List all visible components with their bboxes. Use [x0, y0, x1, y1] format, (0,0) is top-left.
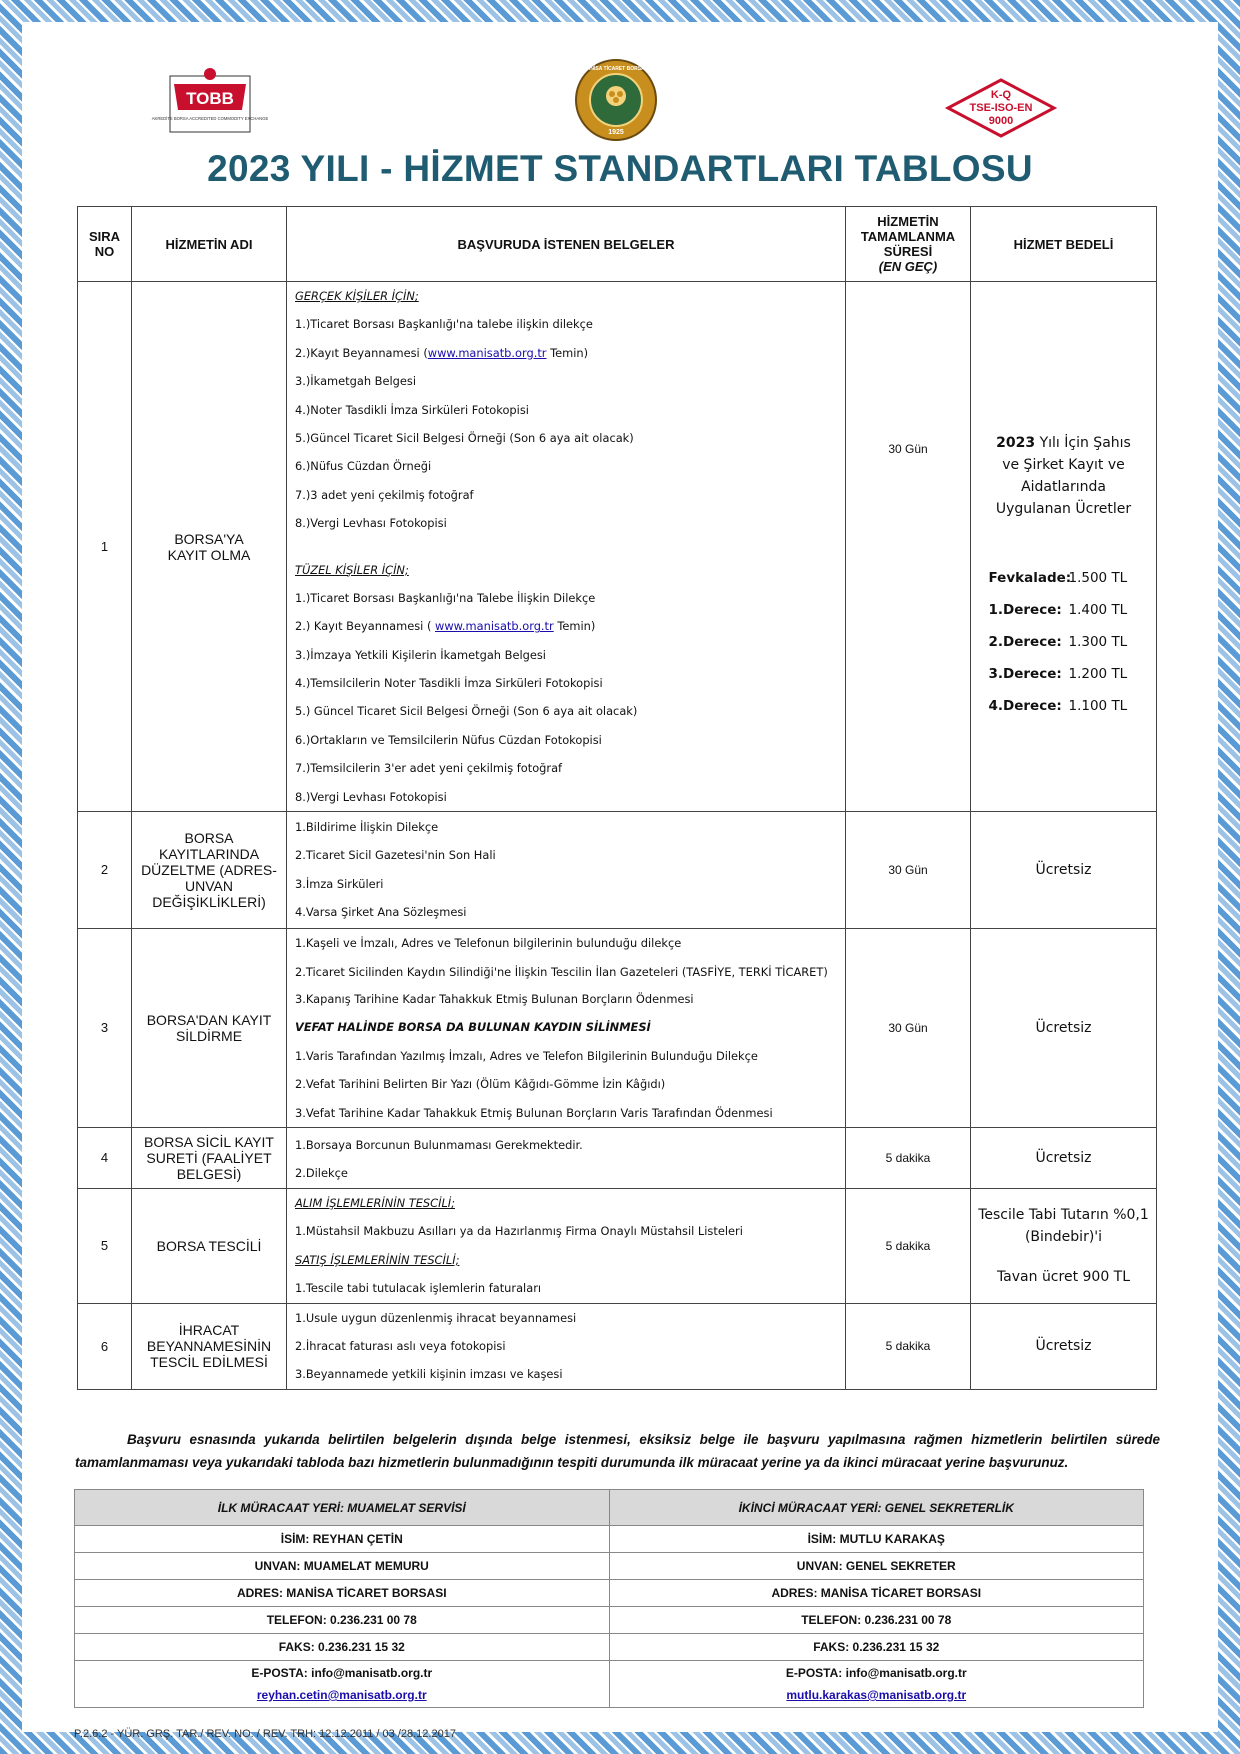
fee-line: Tavan ücret 900 TL [996, 1268, 1131, 1285]
row-docs [287, 1188, 846, 1303]
table-row [78, 1127, 1157, 1188]
docs-section-title: GERÇEK KİŞİLER İÇİN; [295, 289, 419, 303]
tobb-logo-text: TOBB [186, 89, 234, 108]
doc-item-text: 2.) Kayıt Beyannamesi ( [295, 619, 436, 634]
doc-item [295, 612, 845, 640]
doc-item: 3.Kapanış Tarihine Kadar Tahakkuk Etmiş Bulunan Borçların Ödenmesi [295, 991, 694, 1006]
row-duration: 30 Gün [846, 928, 971, 1127]
row-no: 2 [78, 812, 132, 929]
first-contact-email-cell [75, 1661, 610, 1708]
contact-row [75, 1607, 1144, 1634]
doc-item: 8.)Vergi Levhası Fotokopisi [295, 789, 447, 804]
doc-item: 8.)Vergi Levhası Fotokopisi [295, 516, 447, 531]
contact-row [75, 1580, 1144, 1607]
row-fee: Ücretsiz [971, 812, 1157, 929]
fee-level-label: 3.Derece: [988, 666, 1062, 682]
row-no: 6 [78, 1303, 132, 1389]
contact-row [75, 1634, 1144, 1661]
doc-item: 4.)Noter Tasdikli İmza Sirküleri Fotokopisi [295, 402, 529, 417]
doc-item: 2.Ticaret Sicil Gazetesi'nin Son Hali [295, 848, 496, 863]
doc-item: 1.Müstahsil Makbuzu Asılları ya da Hazırlanmış Firma Onaylı Müstahsil Listeleri [295, 1224, 743, 1239]
header-no: SIRA NO [78, 207, 132, 282]
fee-line: (Bindebir)'i [1024, 1228, 1103, 1245]
row-docs [287, 1303, 846, 1389]
first-contact-header: İLK MÜRACAAT YERİ: MUAMELAT SERVİSİ [75, 1490, 610, 1526]
kq-tse-iso-logo [946, 78, 1056, 138]
doc-item: 1.)Ticaret Borsası Başkanlığı'na Talebe İlişkin Dilekçe [295, 590, 596, 605]
row-name [132, 282, 287, 812]
doc-item-suffix: Temin) [546, 345, 589, 360]
doc-item: 6.)Nüfus Cüzdan Örneği [295, 459, 432, 474]
doc-item: 1.Varis Tarafından Yazılmış İmzalı, Adres ve Telefon Bilgilerinin Bulunduğu Dilekçe [295, 1048, 758, 1063]
row-docs [287, 282, 846, 812]
row-docs [287, 928, 846, 1127]
manisa-ticaret-borsasi-seal [574, 58, 658, 142]
header-docs: BAŞVURUDA İSTENEN BELGELER [287, 207, 846, 282]
spacer [972, 520, 1155, 562]
doc-item: 1.Bildirime İlişkin Dilekçe [295, 820, 439, 835]
row-fee: Ücretsiz [971, 1303, 1157, 1389]
second-contact-title: UNVAN: GENEL SEKRETER [609, 1553, 1144, 1580]
row-fee [971, 282, 1157, 812]
doc-item: 6.)Ortakların ve Temsilcilerin Nüfus Cüzdan Fotokopisi [295, 732, 602, 747]
doc-item: 5.)Güncel Ticaret Sicil Belgesi Örneği (Son 6 aya ait olacak) [295, 430, 634, 445]
row-duration: 30 Gün [846, 282, 971, 812]
row-name: BORSA KAYITLARINDA DÜZELTME (ADRES-UNVAN DEĞİŞİKLİKLERİ) [132, 812, 287, 929]
fee-line: Tescile Tabi Tutarın %0,1 [978, 1206, 1149, 1223]
website-link[interactable]: www.manisatb.org.tr [435, 619, 554, 634]
fee-year: 2023 [996, 435, 1036, 451]
contact-row [75, 1553, 1144, 1580]
fee-level-label: 2.Derece: [988, 634, 1062, 650]
row-docs [287, 1127, 846, 1188]
document-footer: P.2.6.2 - YÜR. GRŞ. TAR./ REV. NO. / REV. TRH: 12.12.2011 / 03 /28.12.2017 [74, 1728, 456, 1740]
row-no: 1 [78, 282, 132, 812]
header-fee: HİZMET BEDELİ [971, 207, 1157, 282]
fee-level [989, 562, 1139, 594]
second-contact-address: ADRES: MANİSA TİCARET BORSASI [609, 1580, 1144, 1607]
fee-level [989, 658, 1139, 690]
website-link[interactable]: www.manisatb.org.tr [427, 345, 547, 360]
row-name: İHRACAT BEYANNAMESİNİN TESCİL EDİLMESİ [132, 1303, 287, 1389]
row-docs [287, 812, 846, 929]
doc-item: 4.Varsa Şirket Ana Sözleşmesi [295, 905, 467, 920]
doc-item: 1.Borsaya Borcunun Bulunmaması Gerekmektedir. [295, 1138, 583, 1153]
doc-item: 3.Beyannamede yetkili kişinin imzası ve kaşesi [295, 1367, 563, 1382]
header-duration-sub: (EN GEÇ) [878, 259, 938, 274]
fee-level [989, 594, 1139, 626]
row-no: 4 [78, 1127, 132, 1188]
header-duration-main: HİZMETİN TAMAMLANMA SÜRESİ [860, 214, 956, 259]
second-contact-fax: FAKS: 0.236.231 15 32 [609, 1634, 1144, 1661]
docs-section-title: VEFAT HALİNDE BORSA DA BULUNAN KAYDIN SİLİNMESİ [295, 1020, 651, 1035]
row-name-line2: KAYIT OLMA [167, 546, 251, 563]
fee-level-amount: 1.200 TL [1068, 666, 1128, 682]
row-name-line1: BORSA'YA [174, 530, 244, 547]
header-name: HİZMETİN ADI [132, 207, 287, 282]
contact-row [75, 1661, 1144, 1708]
fee-level [989, 626, 1139, 658]
doc-item: 2.Ticaret Sicilinden Kaydın Silindiği'ne İlişkin Tescilin İlan Gazeteleri (TASFİYE, TERKİ TİCARET) [295, 964, 828, 979]
kq-line3: 9000 [988, 115, 1014, 127]
spacer [972, 1248, 1155, 1266]
page-title: 2023 YILI - HİZMET STANDARTLARI TABLOSU [207, 148, 1033, 189]
second-contact-header: İKİNCİ MÜRACAAT YERİ: GENEL SEKRETERLİK [609, 1490, 1144, 1526]
fee-level-label: Fevkalade: [988, 570, 1072, 586]
tobb-logo [151, 66, 269, 134]
fee-text: Yılı İçin Şahıs ve Şirket Kayıt ve Aidatlarında Uygulanan Ücretler [995, 435, 1132, 517]
doc-item: 3.)İmzaya Yetkili Kişilerin İkametgah Belgesi [295, 647, 546, 662]
table-row [78, 1188, 1157, 1303]
row-no: 5 [78, 1188, 132, 1303]
row-duration: 5 dakika [846, 1303, 971, 1389]
doc-item: 7.)3 adet yeni çekilmiş fotoğraf [295, 487, 474, 502]
second-contact-phone: TELEFON: 0.236.231 00 78 [609, 1607, 1144, 1634]
doc-item: 7.)Temsilcilerin 3'er adet yeni çekilmiş fotoğraf [295, 761, 563, 776]
spacer [295, 538, 845, 556]
row-name: BORSA SİCİL KAYIT SURETİ (FAALİYET BELGESİ) [132, 1127, 287, 1188]
row-name: BORSA'DAN KAYIT SİLDİRME [132, 928, 287, 1127]
table-row [78, 1303, 1157, 1389]
fee-level-amount: 1.300 TL [1068, 634, 1128, 650]
second-contact-name: İSİM: MUTLU KARAKAŞ [609, 1526, 1144, 1553]
first-contact-address: ADRES: MANİSA TİCARET BORSASI [75, 1580, 610, 1607]
doc-item-text: 2.)Kayıt Beyannamesi ( [295, 345, 428, 360]
fee-level-amount: 1.100 TL [1068, 698, 1128, 714]
fee-level-label: 1.Derece: [988, 602, 1062, 618]
doc-item: 1.Kaşeli ve İmzalı, Adres ve Telefonun bilgilerinin bulunduğu dilekçe [295, 935, 682, 950]
row-fee: Ücretsiz [971, 928, 1157, 1127]
fee-level-amount: 1.400 TL [1068, 602, 1128, 618]
fee-description [972, 432, 1155, 520]
first-contact-phone: TELEFON: 0.236.231 00 78 [75, 1607, 610, 1634]
second-contact-email-link[interactable]: mutlu.karakas@manisatb.org.tr [786, 1688, 967, 1702]
doc-item: 1.Tescile tabi tutulacak işlemlerin faturaları [295, 1281, 542, 1296]
logo-row [0, 58, 1240, 148]
doc-item: 2.Vefat Tarihini Belirten Bir Yazı (Ölüm Kâğıdı-Gömme İzin Kâğıdı) [295, 1077, 666, 1092]
doc-item: 4.)Temsilcilerin Noter Tasdikli İmza Sirküleri Fotokopisi [295, 676, 603, 691]
doc-item: 1.Usule uygun düzenlenmiş ihracat beyannamesi [295, 1310, 577, 1325]
row-name: BORSA TESCİLİ [132, 1188, 287, 1303]
first-contact-fax: FAKS: 0.236.231 15 32 [75, 1634, 610, 1661]
doc-item: 3.Vefat Tarihine Kadar Tahakkuk Etmiş Bulunan Borçların Varis Tarafından Ödenmesi [295, 1105, 773, 1120]
doc-item: 1.)Ticaret Borsası Başkanlığı'na talebe ilişkin dilekçe [295, 317, 593, 332]
row-duration: 30 Gün [846, 812, 971, 929]
seal-text: MANİSA TİCARET BORSASI [582, 66, 650, 72]
table-row [78, 812, 1157, 929]
row-fee: Ücretsiz [971, 1127, 1157, 1188]
first-contact-name: İSİM: REYHAN ÇETİN [75, 1526, 610, 1553]
doc-item: 2.İhracat faturası aslı veya fotokopisi [295, 1338, 506, 1353]
kq-line2: TSE-ISO-EN [969, 102, 1033, 114]
kq-line1: K-Q [990, 89, 1012, 101]
contact-table [74, 1489, 1144, 1708]
doc-item: 5.) Güncel Ticaret Sicil Belgesi Örneği (Son 6 aya ait olacak) [295, 704, 638, 719]
service-standards-table [77, 206, 1157, 1390]
header-duration [846, 207, 971, 282]
doc-item: 3.)İkametgah Belgesi [295, 374, 416, 389]
first-contact-title: UNVAN: MUAMELAT MEMURU [75, 1553, 610, 1580]
table-row [78, 282, 1157, 812]
contact-row [75, 1526, 1144, 1553]
row-no: 3 [78, 928, 132, 1127]
docs-section-title: ALIM İŞLEMLERİNİN TESCİLİ; [295, 1195, 455, 1210]
note-text: Başvuru esnasında yukarıda belirtilen belgelerin dışında belge istenmesi, eksiksiz belge ile başvuru yapılmasına rağmen hizmetlerin belirtilen sürede tamamlanmaması veya yukarıdaki tabloda bazı hizmetlerin bulunmadığının tespiti durumunda ilk müracaat yerine ya da ikinci müracaat yerine başvurunuz. [75, 1432, 1160, 1470]
doc-item [295, 339, 845, 367]
doc-item: 2.Dilekçe [295, 1166, 348, 1181]
doc-item-suffix: Temin) [553, 619, 596, 634]
row-duration: 5 dakika [846, 1188, 971, 1303]
row-fee [971, 1188, 1157, 1303]
tobb-logo-subtitle: AKREDİTE BORSA ACCREDITED COMMODITY EXCHANGE [151, 116, 269, 121]
docs-section-title: TÜZEL KİŞİLER İÇİN; [295, 562, 409, 577]
table-row [78, 928, 1157, 1127]
fee-level-amount: 1.500 TL [1068, 570, 1128, 586]
doc-item: 3.İmza Sirküleri [295, 876, 384, 891]
row-duration: 5 dakika [846, 1127, 971, 1188]
seal-year: 1925 [608, 129, 624, 136]
first-contact-email: E-POSTA: info@manisatb.org.tr [251, 1666, 433, 1680]
second-contact-email: E-POSTA: info@manisatb.org.tr [785, 1666, 967, 1680]
application-note [75, 1428, 1160, 1474]
docs-section-title: SATIŞ İŞLEMLERİNİN TESCİLİ; [295, 1252, 460, 1267]
fee-level [989, 690, 1139, 722]
contact-header-row [75, 1490, 1144, 1526]
second-contact-email-cell [609, 1661, 1144, 1708]
fee-level-label: 4.Derece: [988, 698, 1062, 714]
table-header-row [78, 207, 1157, 282]
first-contact-email-link[interactable]: reyhan.cetin@manisatb.org.tr [256, 1688, 427, 1702]
